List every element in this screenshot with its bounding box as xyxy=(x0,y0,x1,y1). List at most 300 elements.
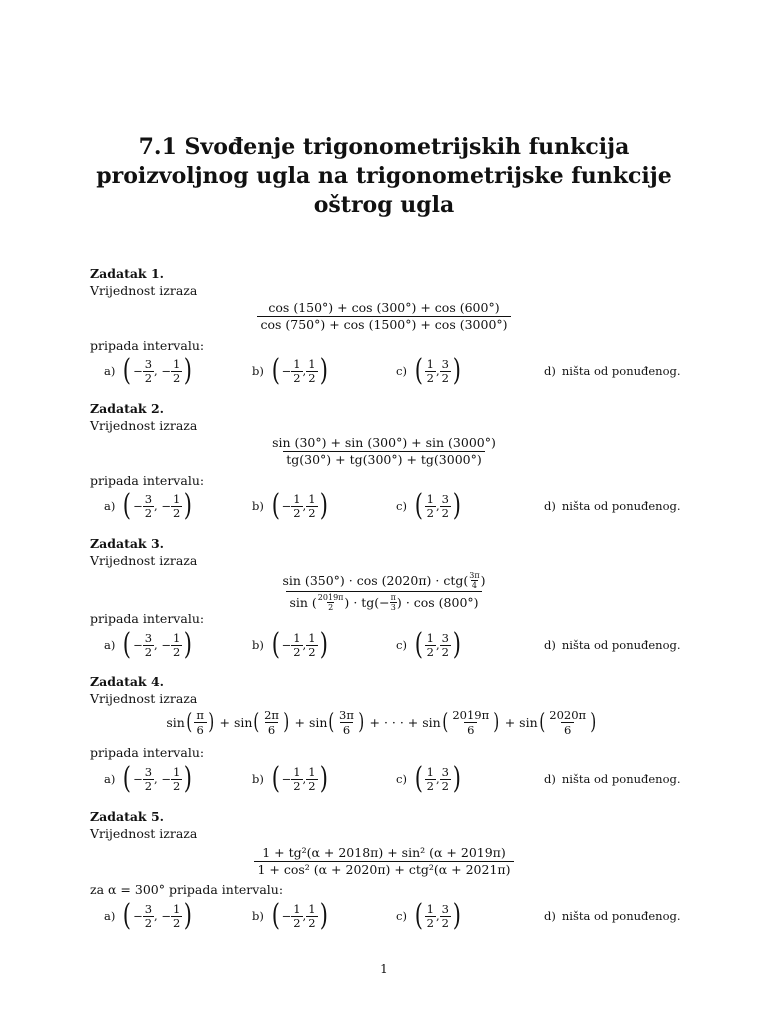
paren-open: ( xyxy=(463,572,469,588)
option-label: b) xyxy=(252,363,264,378)
interval-fraction-numerator: 3 xyxy=(441,491,449,506)
interval-fraction-denominator: 2 xyxy=(426,505,434,520)
paren-open: ( xyxy=(414,353,423,388)
interval-separator: , − xyxy=(154,498,171,513)
option-label: d) xyxy=(544,637,556,652)
option-text: ništa od ponuđenog. xyxy=(561,771,681,786)
paren-close: ) xyxy=(493,709,500,735)
interval-fraction-denominator: 2 xyxy=(144,778,153,793)
paren-close: ) xyxy=(208,709,215,735)
option-label: a) xyxy=(104,771,116,786)
interval-separator: , xyxy=(302,908,307,923)
denominator-text: · tg xyxy=(353,594,375,610)
interval-separator: , xyxy=(435,637,440,652)
fraction-numerator: 1 + tg²(α + 2018π) + sin² (α + 2019π) xyxy=(262,845,506,860)
task-intro: Vrijednost izraza xyxy=(90,283,198,298)
interval-fraction-denominator: 2 xyxy=(172,505,181,520)
interval-fraction-numerator: 1 xyxy=(308,356,316,371)
fraction xyxy=(269,436,499,467)
interval-fraction-denominator: 2 xyxy=(293,915,301,930)
interval-fraction xyxy=(171,632,182,659)
interval-fraction-denominator: 2 xyxy=(293,505,301,520)
interval-fraction xyxy=(306,358,317,385)
paren-close: ) xyxy=(319,627,328,662)
option-c[interactable] xyxy=(396,354,463,388)
sum-term xyxy=(370,709,501,736)
paren-close: ) xyxy=(184,898,193,933)
task-heading: Zadatak 3. xyxy=(90,536,164,551)
interval-fraction-numerator: 1 xyxy=(172,764,181,779)
task-formula xyxy=(90,436,678,467)
option-c[interactable] xyxy=(396,628,463,662)
interval-separator: , − xyxy=(154,637,171,652)
option-label: b) xyxy=(252,908,264,923)
paren-close: ) xyxy=(590,709,597,735)
term-function: sin xyxy=(166,715,185,730)
interval-fraction xyxy=(143,903,154,930)
option-a[interactable] xyxy=(104,354,194,388)
interval-fraction xyxy=(440,632,451,659)
task-formula xyxy=(90,301,678,332)
paren-open: ( xyxy=(414,898,423,933)
interval-fraction-numerator: 1 xyxy=(172,630,181,645)
option-a[interactable] xyxy=(104,899,194,933)
paren-open: ( xyxy=(253,709,260,735)
interval-separator: , xyxy=(302,363,307,378)
interval-fraction xyxy=(306,632,317,659)
page-number: 1 xyxy=(380,962,388,976)
interval-fraction-numerator: 1 xyxy=(426,491,434,506)
interval-fraction-denominator: 2 xyxy=(308,778,316,793)
interval-fraction-numerator: 1 xyxy=(308,491,316,506)
interval-fraction xyxy=(143,493,154,520)
interval-fraction-denominator: 2 xyxy=(308,915,316,930)
sum-term xyxy=(505,709,598,736)
term-fraction xyxy=(449,709,492,736)
interval-fraction-numerator: 1 xyxy=(426,901,434,916)
interval-fraction-numerator: 1 xyxy=(426,630,434,645)
inline-fraction-denominator: 4 xyxy=(471,581,477,590)
interval xyxy=(270,488,329,523)
option-d[interactable] xyxy=(544,354,681,388)
interval-fraction-denominator: 2 xyxy=(308,505,316,520)
term-fraction xyxy=(336,709,357,736)
interval-fraction-denominator: 2 xyxy=(293,778,301,793)
term-fraction-numerator: 2π xyxy=(264,708,279,722)
option-d[interactable] xyxy=(544,628,681,662)
term-fraction-numerator: 2019π xyxy=(452,708,490,722)
interval-fraction-numerator: 3 xyxy=(441,630,449,645)
interval-fraction-numerator: 1 xyxy=(293,491,301,506)
interval-separator: , − xyxy=(154,363,171,378)
minus-sign: − xyxy=(133,637,143,652)
option-a[interactable] xyxy=(104,489,194,523)
option-label: b) xyxy=(252,771,264,786)
task-intro: Vrijednost izraza xyxy=(90,418,198,433)
paren-open: ( xyxy=(442,709,449,735)
interval-fraction xyxy=(425,766,436,793)
interval xyxy=(270,627,329,662)
task-interval-prompt: pripada intervalu: xyxy=(90,745,205,760)
interval-fraction-numerator: 1 xyxy=(172,491,181,506)
task-intro: Vrijednost izraza xyxy=(90,691,198,706)
interval xyxy=(121,627,194,662)
fraction-numerator xyxy=(280,571,489,591)
task-formula xyxy=(90,709,678,736)
fraction-numerator: cos (150°) + cos (300°) + cos (600°) xyxy=(268,300,500,315)
interval-fraction-numerator: 3 xyxy=(144,901,153,916)
term-function: + sin xyxy=(504,715,538,730)
option-text: ništa od ponuđenog. xyxy=(561,498,681,513)
task-intro: Vrijednost izraza xyxy=(90,826,198,841)
interval-separator: , xyxy=(302,771,307,786)
interval-fraction xyxy=(171,903,182,930)
option-text: ništa od ponuđenog. xyxy=(561,637,681,652)
term-fraction-numerator: 2020π xyxy=(549,708,587,722)
option-text: ništa od ponuđenog. xyxy=(561,363,681,378)
interval-fraction xyxy=(291,358,302,385)
paren-open: ( xyxy=(123,627,132,662)
interval-fraction xyxy=(425,358,436,385)
term-fraction-denominator: 6 xyxy=(194,722,207,736)
paren-close: ) xyxy=(452,488,461,523)
interval-fraction xyxy=(440,358,451,385)
interval xyxy=(413,898,463,933)
option-label: a) xyxy=(104,363,116,378)
interval-fraction-denominator: 2 xyxy=(144,644,153,659)
minus-sign: − xyxy=(281,363,292,378)
interval-separator: , xyxy=(302,498,307,513)
interval-fraction-denominator: 2 xyxy=(172,778,181,793)
interval-fraction xyxy=(306,766,317,793)
paren-open: ( xyxy=(271,898,280,933)
interval xyxy=(413,761,463,796)
task-heading: Zadatak 2. xyxy=(90,401,164,416)
interval-fraction-denominator: 2 xyxy=(441,370,449,385)
interval-fraction-numerator: 1 xyxy=(293,356,301,371)
page-title: 7.1 Svođenje trigonometrijskih funkcija proizvoljnog ugla na trigonometrijske funkcije oštrog ugla xyxy=(96,134,672,218)
interval-fraction-numerator: 3 xyxy=(441,356,449,371)
minus-sign: − xyxy=(281,771,292,786)
term-fraction-numerator: 3π xyxy=(339,708,354,722)
option-b[interactable] xyxy=(252,762,329,796)
interval-separator: , xyxy=(435,363,440,378)
paren-close: ) xyxy=(283,709,290,735)
fraction xyxy=(257,301,510,332)
option-label: c) xyxy=(396,771,407,786)
interval xyxy=(413,488,463,523)
option-d[interactable] xyxy=(544,489,681,523)
interval-fraction-numerator: 1 xyxy=(308,901,316,916)
task-interval-prompt: pripada intervalu: xyxy=(90,338,205,353)
interval-fraction xyxy=(291,766,302,793)
option-label: a) xyxy=(104,908,116,923)
term-function: + sin xyxy=(294,715,328,730)
option-label: b) xyxy=(252,498,264,513)
paren-open: ( xyxy=(414,488,423,523)
paren-close: ) xyxy=(184,353,193,388)
task-heading: Zadatak 4. xyxy=(90,674,164,689)
paren-open: ( xyxy=(311,594,317,610)
interval-fraction-denominator: 2 xyxy=(144,915,153,930)
denominator-text: sin xyxy=(289,594,308,610)
interval-fraction-numerator: 1 xyxy=(426,356,434,371)
option-c[interactable] xyxy=(396,489,463,523)
interval-fraction-numerator: 3 xyxy=(144,764,153,779)
interval-fraction xyxy=(306,903,317,930)
interval-fraction-numerator: 3 xyxy=(144,630,153,645)
interval xyxy=(121,353,194,388)
interval-fraction-denominator: 2 xyxy=(426,778,434,793)
sum-term xyxy=(220,709,291,736)
option-b[interactable] xyxy=(252,628,329,662)
sum-expression xyxy=(166,709,601,736)
paren-close: ) xyxy=(319,488,328,523)
paren-close: ) xyxy=(358,709,365,735)
interval xyxy=(270,898,329,933)
interval-fraction-denominator: 2 xyxy=(426,644,434,659)
paren-close: ) xyxy=(480,572,486,588)
fraction-denominator: 1 + cos² (α + 2020π) + ctg²(α + 2021π) xyxy=(254,861,513,877)
term-function: + · · · + sin xyxy=(369,715,441,730)
paren-open: ( xyxy=(414,761,423,796)
paren-close: ) xyxy=(319,353,328,388)
paren-open: ( xyxy=(538,709,545,735)
answer-options xyxy=(90,489,690,523)
answer-options xyxy=(90,762,690,796)
interval-fraction xyxy=(425,903,436,930)
interval-fraction-numerator: 3 xyxy=(441,901,449,916)
interval-fraction-denominator: 2 xyxy=(293,370,301,385)
term-fraction-denominator: 6 xyxy=(340,722,353,736)
interval-fraction-numerator: 1 xyxy=(293,764,301,779)
option-d[interactable] xyxy=(544,762,681,796)
interval-fraction-denominator: 2 xyxy=(172,644,181,659)
option-text: ništa od ponuđenog. xyxy=(561,908,681,923)
interval-fraction-denominator: 2 xyxy=(172,370,181,385)
task-formula xyxy=(90,846,678,877)
paren-close: ) xyxy=(344,594,350,610)
answer-options xyxy=(90,354,690,388)
denominator-text: · cos (800°) xyxy=(405,594,479,610)
interval-fraction-denominator: 2 xyxy=(172,915,181,930)
option-c[interactable] xyxy=(396,762,463,796)
minus-sign: − xyxy=(133,908,143,923)
minus-sign: − xyxy=(133,498,143,513)
paren-open: ( xyxy=(186,709,193,735)
paren-close: ) xyxy=(184,627,193,662)
paren-close: ) xyxy=(452,761,461,796)
interval-fraction xyxy=(425,632,436,659)
inline-fraction xyxy=(390,593,397,612)
task-interval-prompt: pripada intervalu: xyxy=(90,473,205,488)
interval-fraction xyxy=(291,493,302,520)
paren-close: ) xyxy=(319,898,328,933)
interval-fraction xyxy=(143,358,154,385)
option-label: d) xyxy=(544,363,556,378)
inline-fraction xyxy=(468,571,480,590)
interval xyxy=(270,353,329,388)
fraction xyxy=(280,571,489,612)
interval-fraction-denominator: 2 xyxy=(426,370,434,385)
interval-separator: , xyxy=(302,637,307,652)
interval-fraction xyxy=(291,632,302,659)
option-d[interactable] xyxy=(544,899,681,933)
interval-fraction xyxy=(171,766,182,793)
interval-fraction xyxy=(440,766,451,793)
interval-fraction xyxy=(440,903,451,930)
paren-close: ) xyxy=(319,761,328,796)
sum-term xyxy=(166,709,215,736)
interval-fraction-denominator: 2 xyxy=(441,915,449,930)
interval-separator: , − xyxy=(154,908,171,923)
option-b[interactable] xyxy=(252,489,329,523)
interval-separator: , xyxy=(435,498,440,513)
option-label: c) xyxy=(396,637,407,652)
task-interval-prompt: za α = 300° pripada intervalu: xyxy=(90,882,284,897)
interval xyxy=(121,488,194,523)
fraction-denominator: cos (750°) + cos (1500°) + cos (3000°) xyxy=(257,316,510,332)
interval-fraction-numerator: 1 xyxy=(293,630,301,645)
term-fraction-denominator: 6 xyxy=(561,722,574,736)
paren-close: ) xyxy=(452,898,461,933)
interval-separator: , xyxy=(435,771,440,786)
interval-fraction-denominator: 2 xyxy=(308,644,316,659)
interval-fraction xyxy=(143,766,154,793)
interval-fraction xyxy=(440,493,451,520)
option-label: a) xyxy=(104,498,116,513)
option-label: b) xyxy=(252,637,264,652)
paren-close: ) xyxy=(452,353,461,388)
interval-fraction-numerator: 3 xyxy=(144,356,153,371)
paren-open: ( xyxy=(123,488,132,523)
task-formula xyxy=(90,571,678,612)
interval-fraction xyxy=(291,903,302,930)
paren-open: ( xyxy=(271,488,280,523)
task-heading: Zadatak 1. xyxy=(90,266,164,281)
interval xyxy=(270,761,329,796)
interval-fraction-denominator: 2 xyxy=(144,370,153,385)
option-c[interactable] xyxy=(396,899,463,933)
interval-fraction-numerator: 1 xyxy=(293,901,301,916)
interval-fraction-numerator: 3 xyxy=(144,491,153,506)
option-b[interactable] xyxy=(252,354,329,388)
fraction xyxy=(254,846,513,877)
option-label: d) xyxy=(544,771,556,786)
paren-close: ) xyxy=(184,761,193,796)
interval xyxy=(413,627,463,662)
term-fraction-numerator: π xyxy=(196,708,204,722)
interval-fraction xyxy=(425,493,436,520)
fraction-denominator: tg(30°) + tg(300°) + tg(3000°) xyxy=(283,451,485,467)
minus-sign: − xyxy=(281,908,292,923)
interval-separator: , − xyxy=(154,771,171,786)
option-label: d) xyxy=(544,498,556,513)
option-a[interactable] xyxy=(104,762,194,796)
fraction-numerator: sin (30°) + sin (300°) + sin (3000°) xyxy=(272,435,496,450)
term-fraction xyxy=(546,709,589,736)
paren-open: ( xyxy=(414,627,423,662)
interval-fraction-numerator: 1 xyxy=(172,356,181,371)
inline-fraction xyxy=(317,593,345,612)
minus-sign: − xyxy=(133,771,143,786)
interval-fraction-denominator: 2 xyxy=(308,370,316,385)
inline-fraction-numerator: 2019π xyxy=(317,593,344,602)
option-label: a) xyxy=(104,637,116,652)
paren-close: ) xyxy=(184,488,193,523)
interval-fraction-denominator: 2 xyxy=(293,644,301,659)
interval xyxy=(121,761,194,796)
interval xyxy=(413,353,463,388)
paren-open: (− xyxy=(374,594,390,610)
interval-fraction-numerator: 1 xyxy=(308,630,316,645)
minus-sign: − xyxy=(281,637,292,652)
task-heading: Zadatak 5. xyxy=(90,809,164,824)
interval-fraction-numerator: 1 xyxy=(308,764,316,779)
interval xyxy=(121,898,194,933)
paren-close: ) xyxy=(396,594,402,610)
interval-fraction xyxy=(306,493,317,520)
answer-options xyxy=(90,899,690,933)
paren-open: ( xyxy=(271,627,280,662)
inline-fraction-numerator: π xyxy=(390,593,396,602)
interval-separator: , xyxy=(435,908,440,923)
interval-fraction-numerator: 3 xyxy=(441,764,449,779)
fraction-denominator xyxy=(286,591,481,612)
interval-fraction-numerator: 1 xyxy=(172,901,181,916)
interval-fraction-denominator: 2 xyxy=(441,644,449,659)
interval-fraction-numerator: 1 xyxy=(426,764,434,779)
option-b[interactable] xyxy=(252,899,329,933)
option-label: c) xyxy=(396,498,407,513)
task-interval-prompt: pripada intervalu: xyxy=(90,611,205,626)
interval-fraction-denominator: 2 xyxy=(426,915,434,930)
term-function: + sin xyxy=(219,715,253,730)
minus-sign: − xyxy=(281,498,292,513)
numerator-text: sin (350°) · cos (2020π) · ctg xyxy=(282,572,464,588)
term-fraction xyxy=(261,709,282,736)
paren-open: ( xyxy=(123,761,132,796)
option-label: c) xyxy=(396,363,407,378)
term-fraction xyxy=(193,709,207,736)
minus-sign: − xyxy=(133,363,143,378)
paren-open: ( xyxy=(271,353,280,388)
task-intro: Vrijednost izraza xyxy=(90,553,198,568)
paren-open: ( xyxy=(123,898,132,933)
interval-fraction-denominator: 2 xyxy=(144,505,153,520)
option-label: d) xyxy=(544,908,556,923)
interval-fraction xyxy=(171,493,182,520)
task-5 xyxy=(90,808,690,933)
inline-fraction-numerator: 3π xyxy=(469,571,480,580)
option-a[interactable] xyxy=(104,628,194,662)
answer-options xyxy=(90,628,690,662)
paren-open: ( xyxy=(123,353,132,388)
paren-close: ) xyxy=(452,627,461,662)
inline-fraction-denominator: 3 xyxy=(390,603,396,612)
paren-open: ( xyxy=(328,709,335,735)
inline-fraction-denominator: 2 xyxy=(328,603,334,612)
interval-fraction xyxy=(171,358,182,385)
interval-fraction-denominator: 2 xyxy=(441,505,449,520)
paren-open: ( xyxy=(271,761,280,796)
interval-fraction-denominator: 2 xyxy=(441,778,449,793)
option-label: c) xyxy=(396,908,407,923)
term-fraction-denominator: 6 xyxy=(464,722,477,736)
term-fraction-denominator: 6 xyxy=(265,722,278,736)
interval-fraction xyxy=(143,632,154,659)
sum-term xyxy=(295,709,366,736)
